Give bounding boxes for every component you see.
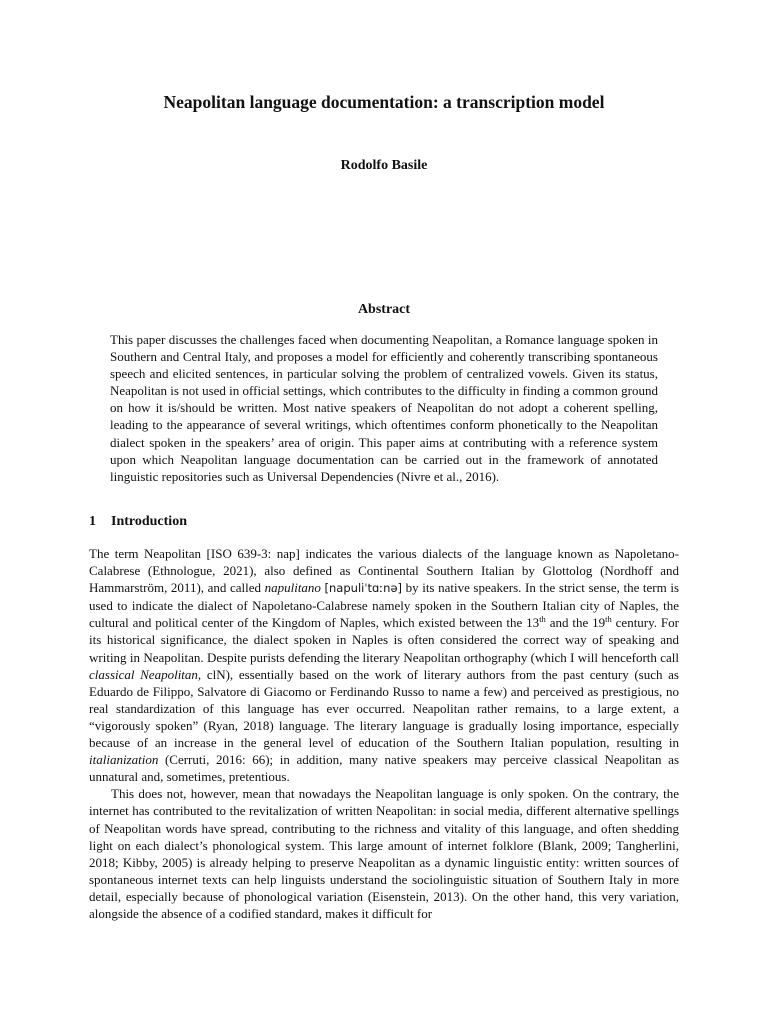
text-run: , clN), essentially based on the work of literary authors from the past century (such as Eduardo de Filippo, Salvatore di Giacomo or Ferdinando Russo to name a few) and perceived as prestigious, no real standardization of this language has ever occurred. Neapolitan rather remains, to a large extent, a “vigorously spoken” (Ryan, 2018) language. The literary language is gradually losing importance, especially because of an increase in the general level of education of the Southern Italian population, resulting in [89,666,679,751]
text-run: and the 19 [545,615,606,631]
text-run: The term Neapolitan [ISO 639-3: nap] indicates the various dialects of the language known as Napoletano-Calabrese (Ethnologue, 2021), also defined as Continental Southern Italian by Glottolog (Nordhoff and Hammarström, 2011), and called [89,546,679,596]
introduction-body [89,545,679,922]
text-run: (Cerruti, 2016: 66); in addition, many native speakers may perceive classical Neapolitan as unnatural and, sometimes, pretentious. [89,752,679,785]
italic-term: italianization [89,752,159,768]
section-number: 1 [89,514,96,529]
paragraph [89,545,679,785]
section-heading [89,514,187,530]
abstract-text: This paper discusses the challenges faced when documenting Neapolitan, a Romance language spoken in Southern and Central Italy, and proposes a model for efficiently and coherently transcribing spontaneous speech and elicited sentences, in particular solving the problem of centralized vowels. Given its status, Neapolitan is not used in official settings, which contributes to the difficulty in finding a common ground on how it is/should be written. Most native speakers of Neapolitan do not adopt a coherent spelling, leading to the appearance of several writings, which oftentimes conform phonetically to the Neapolitan dialect spoken in the speakers’ area of origin. This paper aims at contributing with a reference system upon which Neapolitan language documentation can be carried out in the framework of annotated linguistic repositories such as Universal Dependencies (Nivre et al., 2016). [110,332,658,484]
abstract-heading: Abstract [357,302,411,317]
section-title: Introduction [111,514,187,529]
text-run: by its native speakers. In the strict sense, the term is used to indicate the dialect of Napoletano-Calabrese namely spoken in the Southern Italian city of Naples, the cultural and political center of the Kingdom of Naples, which existed between the 13 [89,580,680,631]
author-name: Rodolfo Basile [340,158,428,173]
text-run: century. For its historical significance, the dialect spoken in Naples is often considered the correct way of speaking and writing in Neapolitan. Despite purists defending the literary Neapolitan orthography (which I will henceforth call [89,615,679,665]
paragraph: This does not, however, mean that nowadays the Neapolitan language is only spoken. On the contrary, the internet has contributed to the revitalization of written Neapolitan: in social media, different alternative spellings of Neapolitan words have spread, contributing to the richness and vitality of this language, and often shedding light on each dialect’s phonological system. This large amount of internet folklore (Blank, 2009; Tangherlini, 2018; Kibby, 2005) is already helping to preserve Neapolitan as a dynamic linguistic entity: written sources of spontaneous internet texts can help linguists understand the sociolinguistic situation of Southern Italy in more detail, especially because of phonological variation (Eisenstein, 2013). On the other hand, this very variation, alongside the absence of a codified standard, makes it difficult for [89,786,679,921]
paper-title: Neapolitan language documentation: a transcription model [163,92,605,112]
italic-term: napulitano [264,580,321,596]
italic-term: classical Neapolitan [89,666,198,682]
superscript: th [539,614,546,625]
superscript: th [605,614,612,625]
ipa-transcription: [napuliˈtɑːnə] [324,581,403,596]
